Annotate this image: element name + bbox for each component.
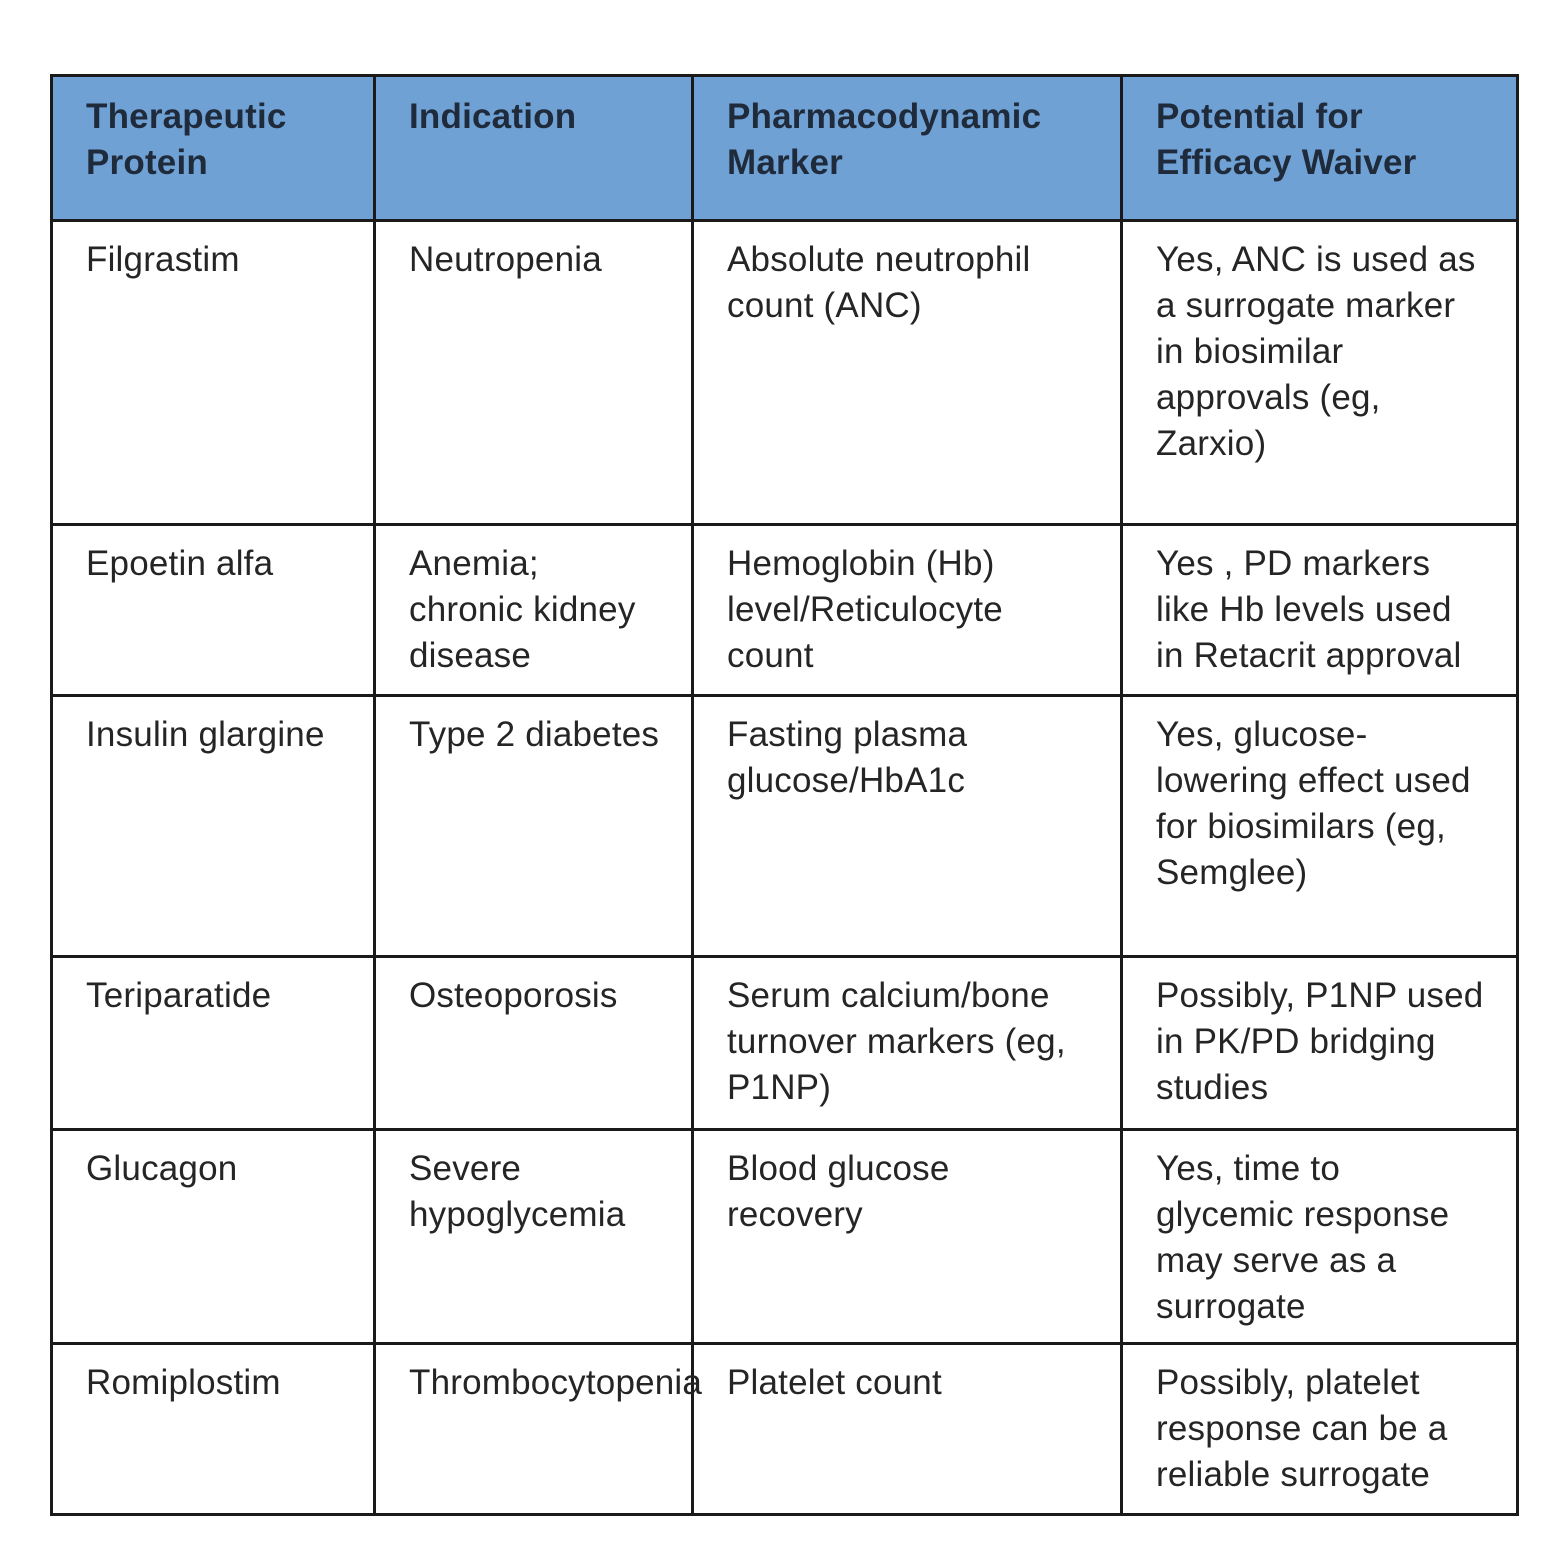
cell-waiver: Yes, ANC is used as a surrogate marker in biosimilar approvals (eg, Zarxio) bbox=[1122, 221, 1518, 525]
cell-indication: Osteoporosis bbox=[375, 957, 693, 1130]
cell-indication: Type 2 diabetes bbox=[375, 696, 693, 957]
cell-indication: Severe hypoglycemia bbox=[375, 1130, 693, 1344]
header-efficacy-waiver: Potential for Efficacy Waiver bbox=[1122, 76, 1518, 221]
cell-protein: Filgrastim bbox=[52, 221, 375, 525]
table-row bbox=[52, 221, 1518, 525]
header-pharmacodynamic-marker: Pharmacodynamic Marker bbox=[693, 76, 1122, 221]
cell-protein: Epoetin alfa bbox=[52, 525, 375, 696]
cell-indication: Neutropenia bbox=[375, 221, 693, 525]
cell-indication: Anemia; chronic kidney disease bbox=[375, 525, 693, 696]
table-row bbox=[52, 1130, 1518, 1344]
table-header-row bbox=[52, 76, 1518, 221]
table-row bbox=[52, 957, 1518, 1130]
table-row bbox=[52, 696, 1518, 957]
cell-waiver: Possibly, P1NP used in PK/PD bridging studies bbox=[1122, 957, 1518, 1130]
cell-pd-marker: Fasting plasma glucose/HbA1c bbox=[693, 696, 1122, 957]
cell-pd-marker: Absolute neutrophil count (ANC) bbox=[693, 221, 1122, 525]
efficacy-waiver-table-container bbox=[50, 74, 1516, 1516]
cell-pd-marker: Blood glucose recovery bbox=[693, 1130, 1122, 1344]
cell-waiver: Yes, glucose-lowering effect used for biosimilars (eg, Semglee) bbox=[1122, 696, 1518, 957]
cell-waiver: Possibly, platelet response can be a reliable surrogate bbox=[1122, 1344, 1518, 1515]
header-therapeutic-protein: Therapeutic Protein bbox=[52, 76, 375, 221]
cell-protein: Insulin glargine bbox=[52, 696, 375, 957]
cell-pd-marker: Serum calcium/bone turnover markers (eg, P1NP) bbox=[693, 957, 1122, 1130]
cell-protein: Teriparatide bbox=[52, 957, 375, 1130]
table-row bbox=[52, 525, 1518, 696]
cell-waiver: Yes , PD markers like Hb levels used in Retacrit approval bbox=[1122, 525, 1518, 696]
efficacy-waiver-table bbox=[50, 74, 1519, 1516]
cell-pd-marker: Hemoglobin (Hb) level/Reticulocyte count bbox=[693, 525, 1122, 696]
cell-waiver: Yes, time to glycemic response may serve as a surrogate bbox=[1122, 1130, 1518, 1344]
cell-protein: Glucagon bbox=[52, 1130, 375, 1344]
cell-protein: Romiplostim bbox=[52, 1344, 375, 1515]
header-indication: Indication bbox=[375, 76, 693, 221]
cell-indication: Thrombocytopenia bbox=[375, 1344, 693, 1515]
table-row bbox=[52, 1344, 1518, 1515]
cell-pd-marker: Platelet count bbox=[693, 1344, 1122, 1515]
